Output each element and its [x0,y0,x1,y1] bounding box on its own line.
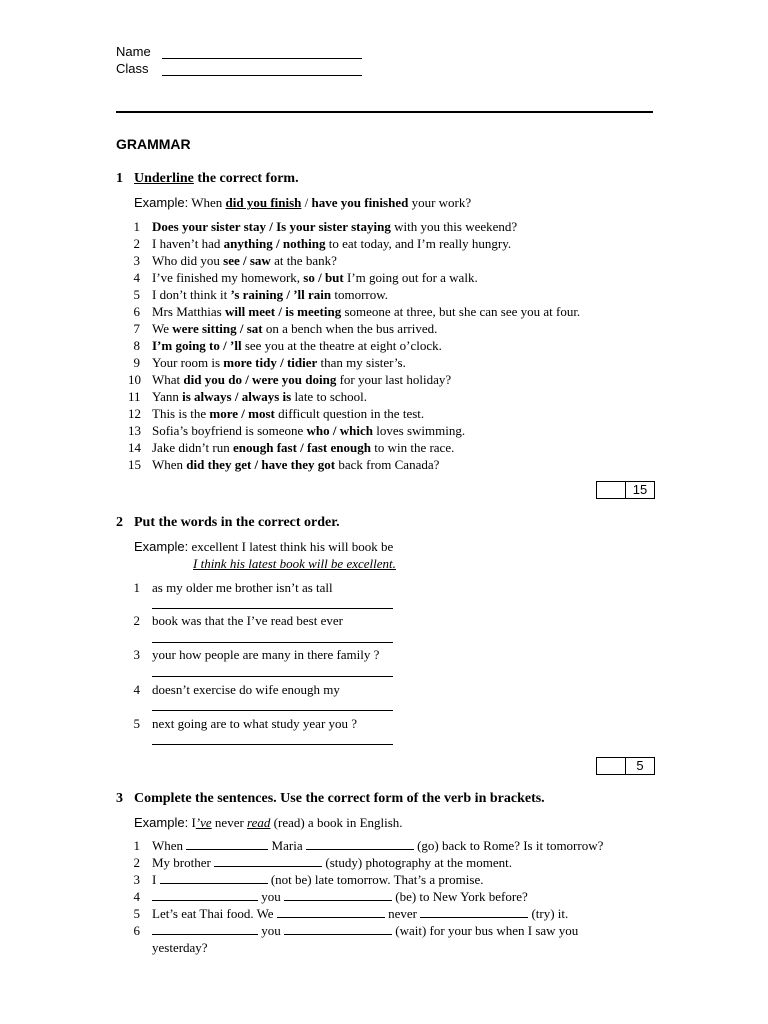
section-title: GRAMMAR [116,136,191,152]
exercise1-example [134,194,471,211]
exercise1-list [128,218,580,473]
score-total: 5 [636,758,644,773]
answer-blank[interactable] [284,922,392,935]
answer-line[interactable] [152,676,393,677]
exercise1-number: 1 [116,171,123,186]
exercise1-score-box [596,481,655,499]
item-text-pre: This is the [152,406,210,421]
item-options[interactable]: were sitting / sat [172,321,263,336]
class-label: Class [116,61,149,76]
example-rest: (read) a book in English. [270,815,403,830]
exercise2-example-answer [193,555,396,572]
item-number: 1 [133,219,140,234]
item-text: My brother [152,855,215,870]
item-number: 5 [133,716,140,731]
item-text: you [258,889,284,904]
example-label: Example: [134,539,189,554]
item-text: you [258,923,284,938]
item-options[interactable]: so / but [303,270,344,285]
item-options[interactable]: more tidy / tidier [223,355,318,370]
list-item [128,354,580,371]
answer-blank[interactable] [306,837,414,850]
item-text-pre: I’ve finished my homework, [152,270,304,285]
item-number: 8 [133,338,140,353]
exercise2-title [116,515,340,531]
item-continuation: yesterday? [152,940,208,955]
item-text-post: see you at the theatre at eight o’clock. [241,338,442,353]
header-divider [116,111,653,113]
item-text: (try) it. [528,906,569,921]
item-options[interactable]: more / most [209,406,275,421]
item-words: doesn’t exercise do wife enough my [152,682,340,697]
item-words: book was that the I’ve read best ever [152,613,343,628]
item-text: (go) back to Rome? Is it tomorrow? [413,838,604,853]
item-text-post: to eat today, and I’m really hungry. [325,236,512,251]
item-text-pre: I don’t think it [152,287,231,302]
example-contraction: ’ve [195,815,212,830]
item-text-pre: Sofia’s boyfriend is someone [152,423,307,438]
list-item [128,837,603,854]
exercise3-example [134,814,403,831]
item-options[interactable]: ’s raining / ’ll rain [230,287,332,302]
item-text: (not be) late tomorrow. That’s a promise. [267,872,484,887]
list-item [128,371,580,388]
item-text-post: for your last holiday? [336,372,452,387]
exercise1-title [116,171,299,187]
exercise1-title-underlined: Underline [134,171,194,186]
item-text: (wait) for your bus when I saw you [392,923,579,938]
example-answer: I think his latest book will be excellent. [193,556,396,571]
list-item [128,320,580,337]
item-text-post: to win the race. [370,440,455,455]
item-text-pre: What [152,372,184,387]
item-number: 9 [133,355,140,370]
example-prefix: When [191,195,226,210]
item-text-post: at the bank? [270,253,337,268]
answer-blank[interactable] [160,871,268,884]
item-text-pre: Who did you [152,253,224,268]
list-item [128,456,580,473]
item-number: 15 [128,457,141,472]
name-label: Name [116,44,151,59]
item-text-pre: When [152,457,187,472]
answer-line[interactable] [152,642,393,643]
example-suffix: your work? [408,195,472,210]
answer-blank[interactable] [420,905,528,918]
list-item [128,905,568,922]
item-text: (be) to New York before? [392,889,528,904]
item-options[interactable]: Does your sister stay / Is your sister staying [152,219,391,234]
list-item [128,612,343,629]
exercise2-number: 2 [116,515,123,530]
item-text: (study) photography at the moment. [322,855,513,870]
example-words: excellent I latest think his will book be [191,539,394,554]
exercise1-title-rest: the correct form. [193,171,299,186]
example-label: Example: [134,815,189,830]
list-item [128,579,333,596]
item-text-post: late to school. [291,389,368,404]
answer-blank[interactable] [152,922,258,935]
item-options[interactable]: I’m going to / ’ll [152,338,242,353]
item-number: 1 [133,838,140,853]
example-option2: have you finished [311,195,409,210]
item-number: 2 [133,236,140,251]
list-item [128,286,580,303]
item-text-post: tomorrow. [331,287,389,302]
example-option1: did you finish [225,195,302,210]
answer-blank[interactable] [152,888,258,901]
list-item [128,439,580,456]
item-options[interactable]: enough fast / fast enough [233,440,371,455]
item-text: Maria [268,838,306,853]
item-number: 2 [133,613,140,628]
item-options[interactable]: anything / nothing [223,236,326,251]
score-input[interactable] [597,482,626,498]
item-text: When [152,838,187,853]
exercise2-score-box [596,757,655,775]
item-text-post: someone at three, but she can see you at four. [341,304,581,319]
item-number: 13 [128,423,141,438]
list-item [128,715,357,732]
list-item [128,235,580,252]
item-text-post: than my sister’s. [317,355,406,370]
item-words: as my older me brother isn’t as tall [152,580,333,595]
item-number: 11 [128,389,141,404]
item-number: 1 [133,580,140,595]
exercise3-title-text: Complete the sentences. Use the correct form of the verb in brackets. [134,791,545,806]
name-field-line[interactable] [162,58,362,59]
item-text-pre: Jake didn’t run [152,440,233,455]
exercise2-title-text: Put the words in the correct order. [134,515,340,530]
item-number: 3 [133,872,140,887]
item-number: 6 [133,304,140,319]
item-text-post: difficult question in the test. [274,406,425,421]
item-text-post: back from Canada? [335,457,440,472]
list-item [128,337,580,354]
item-options[interactable]: is always / always is [182,389,292,404]
item-number: 4 [133,682,140,697]
item-number: 12 [128,406,141,421]
list-item [128,854,512,871]
item-text-pre: We [152,321,173,336]
list-item [128,388,580,405]
score-total: 15 [632,482,648,497]
item-text: never [384,906,421,921]
class-field-line[interactable] [162,75,362,76]
answer-blank[interactable] [186,837,268,850]
exercise2-example [134,538,393,555]
item-options[interactable]: will meet / is meeting [224,304,342,319]
item-number: 3 [133,647,140,662]
item-options[interactable]: did they get / have they got [186,457,336,472]
example-sep: / [301,195,312,210]
list-item [128,888,528,905]
list-item [128,252,580,269]
item-text-post: I’m going out for a walk. [343,270,478,285]
list-item [128,405,580,422]
list-item [128,681,340,698]
item-text-pre: Yann [152,389,183,404]
answer-line[interactable] [152,744,393,745]
answer-blank[interactable] [214,854,322,867]
example-never: never [211,815,248,830]
item-text-pre: I haven’t had [152,236,224,251]
item-number: 2 [133,855,140,870]
item-text-pre: Mrs Matthias [152,304,225,319]
item-number: 3 [133,253,140,268]
answer-line[interactable] [152,608,393,609]
list-item [128,871,483,888]
score-input[interactable] [597,758,626,774]
item-options[interactable]: did you do / were you doing [183,372,337,387]
exercise3-title [116,791,545,807]
item-number: 6 [133,923,140,938]
answer-line[interactable] [152,710,393,711]
list-item [128,303,580,320]
list-item [128,646,379,663]
item-text: I [152,872,160,887]
item-words: next going are to what study year you ? [152,716,358,731]
item-text-post: on a bench when the bus arrived. [262,321,438,336]
exercise3-number: 3 [116,791,123,806]
item-text: Let’s eat Thai food. We [152,906,277,921]
list-item [128,269,580,286]
answer-blank[interactable] [284,888,392,901]
item-words: your how people are many in there family ? [152,647,380,662]
item-text-post: loves swimming. [373,423,466,438]
list-item [128,218,580,235]
example-label: Example: [134,195,189,210]
item-number: 14 [128,440,141,455]
list-item [128,922,578,939]
item-number: 5 [133,906,140,921]
item-options[interactable]: see / saw [223,253,271,268]
item-number: 4 [133,889,140,904]
item-text-pre: Your room is [152,355,224,370]
item-number: 5 [133,287,140,302]
item-number: 10 [128,372,141,387]
example-verb: read [247,815,271,830]
item-number: 4 [133,270,140,285]
answer-blank[interactable] [277,905,385,918]
item-text-post: with you this weekend? [390,219,518,234]
list-item [128,422,580,439]
item-number: 7 [133,321,140,336]
example-subject: I [191,815,196,830]
item-options[interactable]: who / which [306,423,374,438]
